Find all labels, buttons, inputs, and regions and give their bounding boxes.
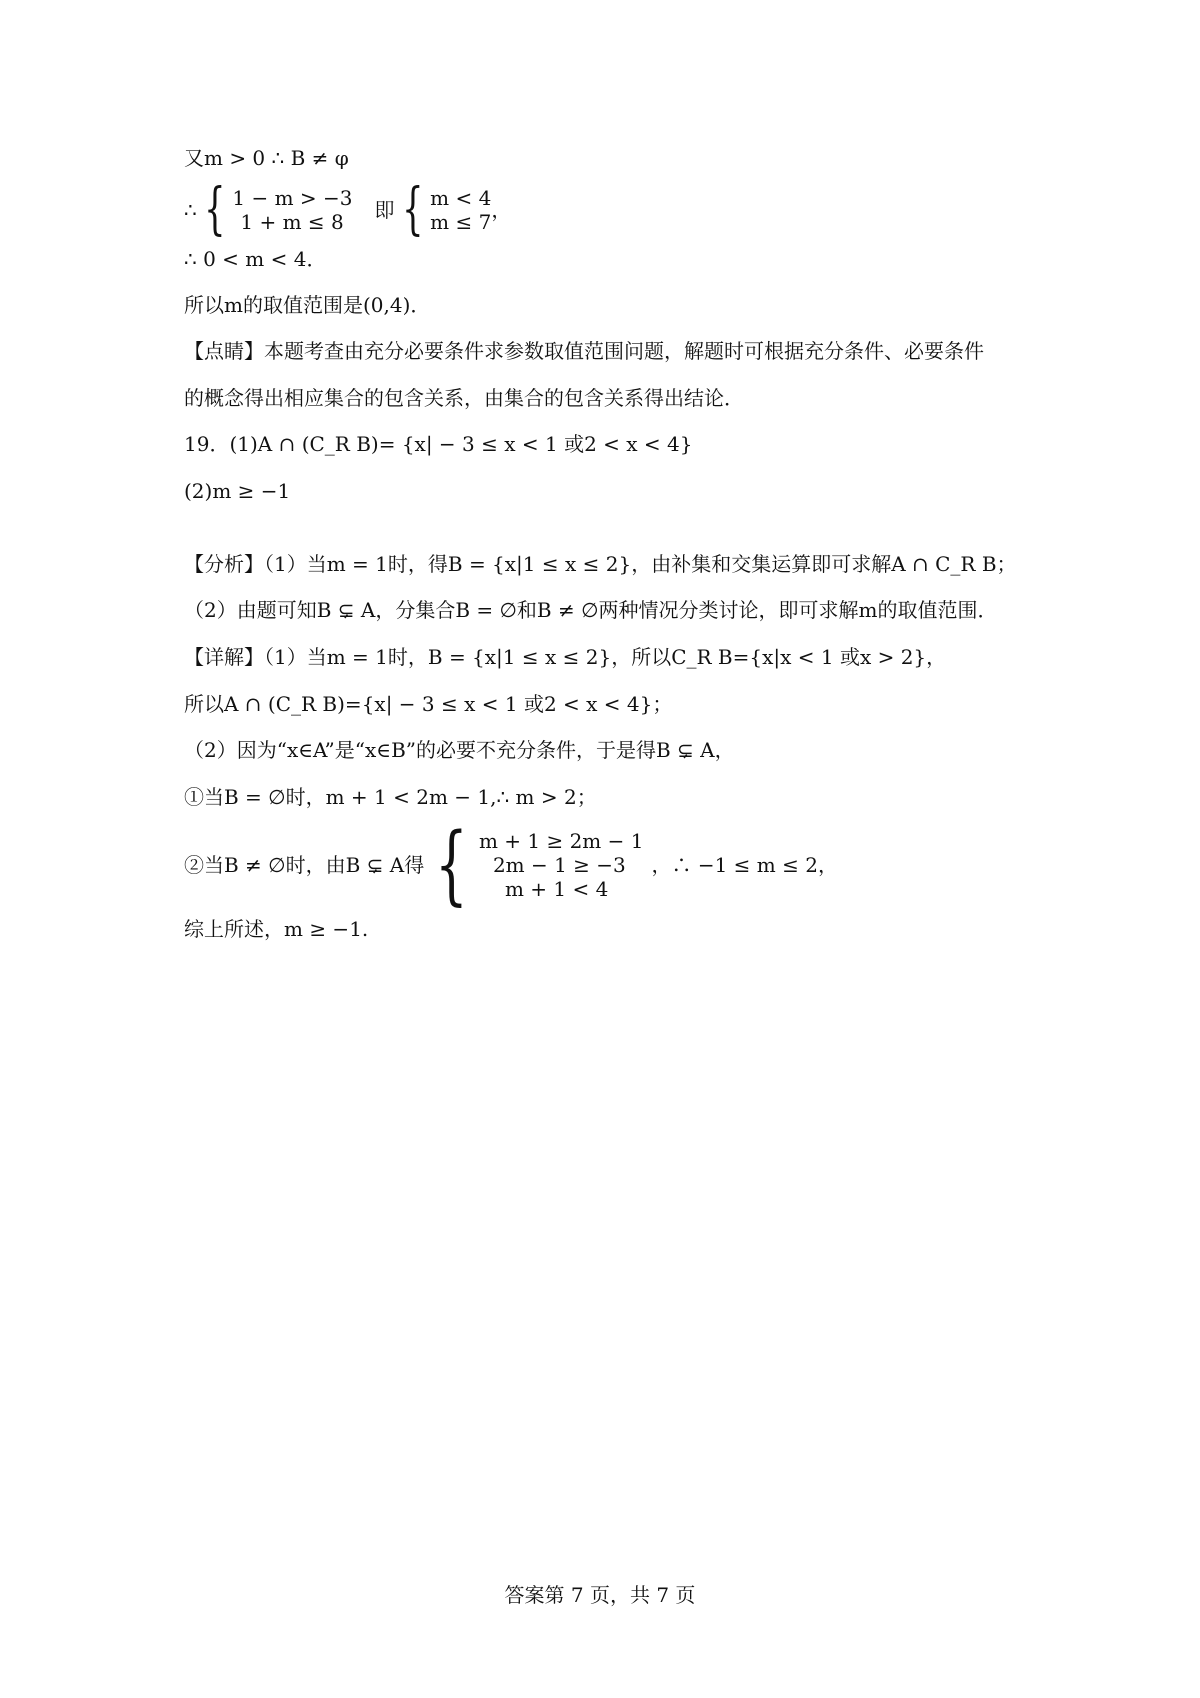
left-brace: {: [203, 177, 226, 242]
line-commentary-1: 【点睛】本题考查由充分必要条件求参数取值范围问题，解题时可根据充分条件、必要条件: [184, 339, 984, 363]
line-commentary-2: 的概念得出相应集合的包含关系，由集合的包含关系得出结论．: [184, 386, 744, 410]
page-footer: 答案第 7 页，共 7 页: [504, 1583, 696, 1607]
case-line: 1 + m ≤ 8: [240, 210, 344, 234]
inequality-system-1: [232, 186, 352, 234]
ji-label: 即: [374, 198, 395, 222]
case-prefix: ②当B ≠ ∅时，由B ⊊ A得: [184, 853, 425, 877]
summary-line: 综上所述，m ≥ −1.: [184, 917, 369, 941]
analysis-line-2: （2）由题可知B ⊊ A，分集合B = ∅和B ≠ ∅两种情况分类讨论，即可求解m的取值范围．: [184, 598, 998, 622]
left-brace: {: [401, 177, 424, 242]
case-line: m + 1 < 4: [504, 877, 609, 901]
comma: ，: [491, 198, 512, 222]
solution-case-empty: ①当B = ∅时，m + 1 < 2m − 1,∴ m > 2；: [184, 785, 597, 809]
case-suffix: ，∴ −1 ≤ m ≤ 2，: [651, 853, 838, 877]
solution-line-2: 所以A ∩ (C_R B)={x| − 3 ≤ x < 1 或2 < x < 4}；: [184, 692, 673, 716]
solution-case-nonempty: [184, 815, 838, 915]
line-m-positive: 又m > 0 ∴ B ≠ φ: [184, 146, 349, 170]
case-line: m + 1 ≥ 2m − 1: [478, 829, 644, 853]
line-range-result: ∴ 0 < m < 4．: [184, 247, 327, 271]
question-19-answer-1: 19．(1)A ∩ (C_R B)= {x| − 3 ≤ x < 1 或2 < x < 4}: [184, 432, 693, 456]
inequality-system-2: [430, 186, 491, 234]
line-range-conclusion: 所以m的取值范围是(0,4)．: [184, 293, 431, 317]
case-line: 2m − 1 ≥ −3: [492, 853, 626, 877]
inequality-system-3: [479, 829, 644, 901]
solution-line-3: （2）因为“x∈A”是“x∈B”的必要不充分条件，于是得B ⊊ A，: [184, 738, 735, 762]
left-brace: {: [435, 815, 468, 915]
solution-line-1: 【详解】（1）当m = 1时，B = {x|1 ≤ x ≤ 2}，所以C_R B={x|x < 1 或x > 2}，: [184, 645, 947, 669]
question-19-answer-2: (2)m ≥ −1: [184, 479, 291, 503]
analysis-line-1: 【分析】（1）当m = 1时，得B = {x|1 ≤ x ≤ 2}，由补集和交集运算即可求解A ∩ C_R B；: [184, 552, 1017, 576]
therefore-symbol: ∴: [184, 198, 197, 222]
case-line: m < 4: [430, 186, 492, 210]
case-line: 1 − m > −3: [232, 186, 353, 210]
case-line: m ≤ 7: [430, 210, 492, 234]
inequality-system-line: [184, 177, 512, 242]
